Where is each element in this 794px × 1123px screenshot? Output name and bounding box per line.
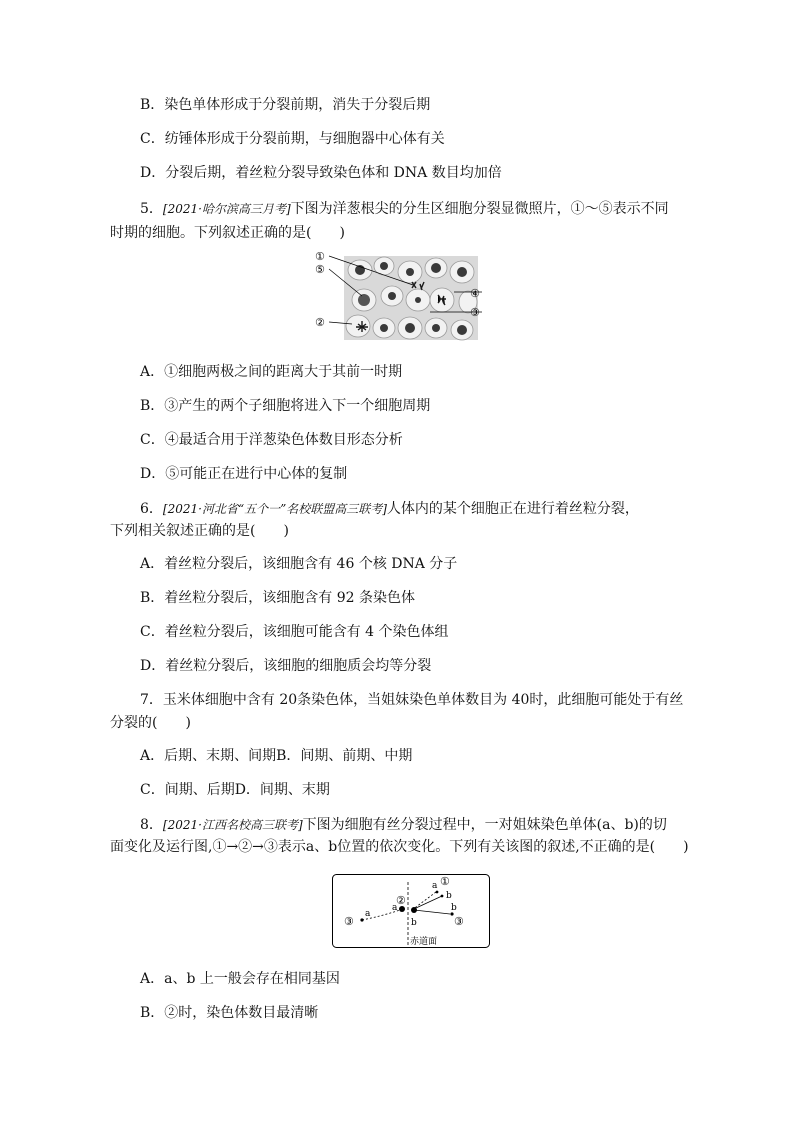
letter-a-left: a [365,909,371,919]
q6-source: [2021·河北省“五个一”名校联盟高三联考] [162,502,387,516]
dot-b-1 [441,895,444,898]
label-circled-3-left: ③ [344,915,354,928]
letter-b-center: b [411,918,417,928]
q8-chromatid-diagram [332,874,490,948]
q7-stem-line2: 分裂的( ) [110,715,191,731]
label-circled-1: ① [315,252,325,263]
q4-option-d: D．分裂后期，着丝粒分裂导致染色体和 DNA 数目均加倍 [140,165,502,181]
q6-option-d: D．着丝粒分裂后，该细胞的细胞质会均等分裂 [140,658,432,674]
q4-option-c: C．纺锤体形成于分裂前期，与细胞器中心体有关 [140,131,445,147]
q5-source: [2021·哈尔滨高三月考] [162,202,291,216]
q8-stem-line2: 面变化及运行图,①→②→③表示a、b位置的依次变化。下列有关该图的叙述,不正确的是( ) [110,839,689,855]
q6-stem: 人体内的某个细胞正在进行着丝粒分裂， [386,501,639,517]
q7-stem-line1: 7．玉米体细胞中含有 20条染色体，当姐妹染色单体数目为 40时，此细胞可能处于有丝 [140,692,684,708]
q6-stem-line1 [140,500,639,518]
q6-stem-line2: 下列相关叙述正确的是( ) [110,523,289,539]
label-circled-3: ③ [470,306,480,319]
label-circled-4: ④ [470,287,480,300]
q5-option-c: C．④最适合用于洋葱染色体数目形态分析 [140,432,403,448]
q8-option-a: A．a、b 上一般会存在相同基因 [140,971,340,987]
q8-source: [2021·江西名校高三联考] [162,818,303,832]
letter-a-top: a [432,881,438,891]
q6-option-a: A．着丝粒分裂后，该细胞含有 46 个核 DNA 分子 [140,556,458,572]
q5-stem-line2: 时期的细胞。下列叙述正确的是( ) [110,225,345,241]
q5-option-d: D．⑤可能正在进行中心体的复制 [140,466,348,482]
q5-micrograph [312,252,482,344]
label-circled-5: ⑤ [315,263,325,276]
q6-option-c: C．着丝粒分裂后，该细胞可能含有 4 个染色体组 [140,624,449,640]
q5-option-b: B．③产生的两个子细胞将进入下一个细胞周期 [140,398,431,414]
equatorial-plane-label: 赤道面 [410,937,438,947]
q7-options-row2: C．间期、后期D．间期、末期 [140,782,330,798]
q8-stem-line1 [140,816,667,834]
q6-number: 6． [140,501,163,517]
label-circled-2: ② [396,894,406,907]
q8-stem: 下图为细胞有丝分裂过程中，一对姐妹染色单体(a、b)的切 [302,817,667,833]
q5-stem-line1 [140,200,669,218]
letter-a-center: a [392,903,398,913]
q5-number: 5． [140,201,163,217]
label-circled-1: ① [440,875,450,888]
label-circled-2: ② [315,316,325,329]
letter-b-top: b [446,891,452,901]
dot-b-2 [411,907,417,913]
q8-option-b: B．②时，染色体数目最清晰 [140,1005,319,1021]
letter-b-right: b [451,903,457,913]
q5-option-a: A．①细胞两极之间的距离大于其前一时期 [140,364,403,380]
q8-number: 8． [140,817,163,833]
label-circled-3-right: ③ [454,915,464,928]
q6-option-b: B．着丝粒分裂后，该细胞含有 92 条染色体 [140,590,416,606]
dot-a-1 [436,891,439,894]
dot-a-3 [360,918,363,921]
q4-option-b: B．染色单体形成于分裂前期，消失于分裂后期 [140,97,431,113]
q7-options-row1: A．后期、末期、间期B．间期、前期、中期 [140,748,413,764]
q5-stem: 下图为洋葱根尖的分生区细胞分裂显微照片，①～⑤表示不同 [290,201,669,217]
